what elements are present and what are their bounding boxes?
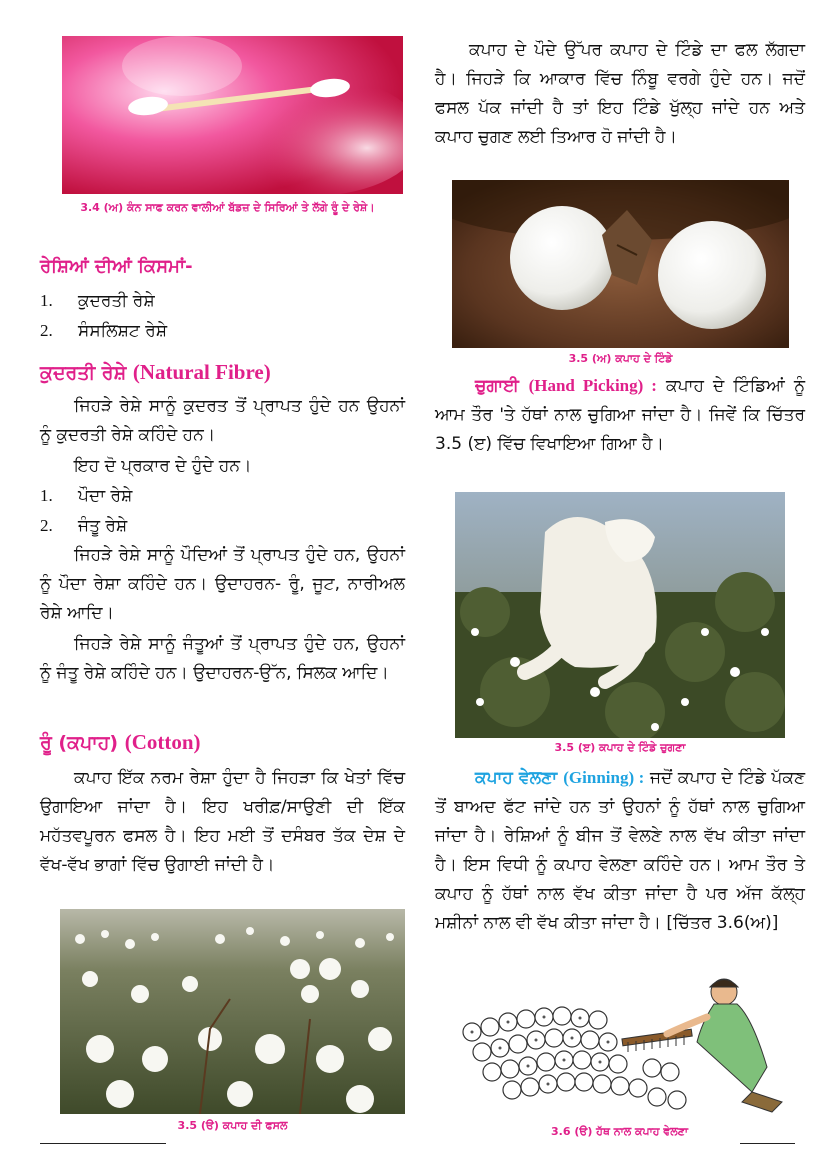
ginning-paragraph: ਕਪਾਹ ਵੇਲਣਾ (Ginning) : ਜਦੋਂ ਕਪਾਹ ਦੇ ਟਿੰਡੇ ਪੱਕਣ ਤੋਂ ਬਾਅਦ ਫੱਟ ਜਾਂਦੇ ਹਨ ਤਾਂ ਉਹਨਾਂ ਨੂੰ ਹੱਥਾਂ ਨਾਲ ਚੁਗਿਆ ਜਾਂਦਾ ਹੈ। ਰੇਸ਼ਿਆਂ ਨੂੰ ਬੀਜ ਤੋਂ ਵੇਲਣੇ ਨਾਲ ਵੱਖ ਕੀਤਾ ਜਾਂਦਾ ਹੈ। ਇਸ ਵਿਧੀ ਨੂੰ ਕਪਾਹ ਵੇਲਣਾ ਕਹਿੰਦੇ ਹਨ। ਆਮ ਤੌਰ ਤੇ ਕਪਾਹ ਨੂੰ ਹੱਥਾਂ ਨਾਲ ਵੱਖ ਕੀਤਾ ਜਾਂਦਾ ਹੈ ਪਰ ਅੱਜ ਕੱਲ੍ਹ ਮਸ਼ੀਨਾਂ ਨਾਲ ਵੀ ਵੱਖ ਕੀਤਾ ਜਾਂਦਾ ਹੈ। [ਚਿੱਤਰ 3.6(ਅ)] [435,768,806,933]
hand-picking-heading: ਚੁਗਾਈ (Hand Picking) : [475,376,657,396]
list-item: 1. ਕੁਦਰਤੀ ਰੇਸ਼ੇ [40,291,155,311]
figure-caption-hand-ginning: 3.6 (ੳ) ਹੱਥ ਨਾਲ ਕਪਾਹ ਵੇਲਣਾ [551,1125,688,1138]
figure-caption-cotton-field: 3.5 (ੳ) ਕਪਾਹ ਦੀ ਫਸਲ [177,1119,288,1132]
natural-fibre-paragraph: ਜਿਹੜੇ ਰੇਸ਼ੇ ਸਾਨੂੰ ਕੁਦਰਤ ਤੋਂ ਪ੍ਰਾਪਤ ਹੁੰਦੇ ਹਨ ਉਹਨਾਂ ਨੂੰ ਕੁਦਰਤੀ ਰੇਸ਼ੇ ਕਹਿੰਦੇ ਹਨ। [40,396,405,445]
cotton-field-photo [60,909,405,1114]
hand-picking-photo [455,492,785,738]
two-types-text: ਇਹ ਦੋ ਪ੍ਰਕਾਰ ਦੇ ਹੁੰਦੇ ਹਨ। [74,456,252,476]
list-item: 1. ਪੌਦਾ ਰੇਸ਼ੇ [40,486,133,506]
footnote-rule-left [40,1143,166,1144]
hand-picking-paragraph: ਚੁਗਾਈ (Hand Picking) : ਕਪਾਹ ਦੇ ਟਿੰਡਿਆਂ ਨੂੰ ਆਮ ਤੌਰ 'ਤੇ ਹੱਥਾਂ ਨਾਲ ਚੁਗਿਆ ਜਾਂਦਾ ਹੈ। ਜਿਵੇਂ ਕਿ ਚਿੱਤਰ 3.5 (ੲ) ਵਿੱਚ ਵਿਖਾਇਆ ਗਿਆ ਹੈ। [435,376,806,454]
footnote-rule-right [740,1143,795,1144]
ear-buds-photo [62,36,403,194]
cotton-paragraph: ਕਪਾਹ ਇੱਕ ਨਰਮ ਰੇਸ਼ਾ ਹੁੰਦਾ ਹੈ ਜਿਹੜਾ ਕਿ ਖੇਤਾਂ ਵਿੱਚ ਉਗਾਇਆ ਜਾਂਦਾ ਹੈ। ਇਹ ਖਰੀਫ਼/ਸਾਉਣੀ ਦੀ ਇੱਕ ਮਹੱਤਵਪੂਰਨ ਫਸਲ ਹੈ। ਇਹ ਮਈ ਤੋਂ ਦਸੰਬਰ ਤੱਕ ਦੇਸ਼ ਦੇ ਵੱਖ-ਵੱਖ ਭਾਗਾਂ ਵਿੱਚ ਉਗਾਈ ਜਾਂਦੀ ਹੈ। [40,768,405,875]
natural-types-list [40,481,420,541]
natural-fibre-heading: ਕੁਦਰਤੀ ਰੇਸ਼ੇ (Natural Fibre) [40,360,271,384]
plant-fibre-paragraph: ਜਿਹੜੇ ਰੇਸ਼ੇ ਸਾਨੂੰ ਪੌਦਿਆਂ ਤੋਂ ਪ੍ਰਾਪਤ ਹੁੰਦੇ ਹਨ, ਉਹਨਾਂ ਨੂੰ ਪੌਦਾ ਰੇਸ਼ਾ ਕਹਿੰਦੇ ਹਨ। ਉਦਾਹਰਨ- ਰੂੰ, ਜੂਟ, ਨਾਰੀਅਲ ਰੇਸ਼ੇ ਆਦਿ। [40,545,405,623]
ginning-heading: ਕਪਾਹ ਵੇਲਣਾ (Ginning) : [475,768,645,788]
hand-ginning-illustration [452,972,787,1122]
cotton-boll-paragraph: ਕਪਾਹ ਦੇ ਪੌਦੇ ਉੱਪਰ ਕਪਾਹ ਦੇ ਟਿੰਡੇ ਦਾ ਫਲ ਲੱਗਦਾ ਹੈ। ਜਿਹੜੇ ਕਿ ਆਕਾਰ ਵਿੱਚ ਨਿੰਬੂ ਵਰਗੇ ਹੁੰਦੇ ਹਨ। ਜਦੋਂ ਫਸਲ ਪੱਕ ਜਾਂਦੀ ਹੈ ਤਾਂ ਇਹ ਟਿੰਡੇ ਖੁੱਲ੍ਹ ਜਾਂਦੇ ਹਨ ਅਤੇ ਕਪਾਹ ਚੁਗਣ ਲਈ ਤਿਆਰ ਹੋ ਜਾਂਦੀ ਹੈ। [435,40,805,147]
figure-caption-hand-picking: 3.5 (ੲ) ਕਪਾਹ ਦੇ ਟਿੰਡੇ ਚੁਗਣਾ [554,741,686,754]
list-item: 2. ਸੰਸਲਿਸ਼ਟ ਰੇਸ਼ੇ [40,321,168,341]
figure-caption-ear-buds: 3.4 (ਅ) ਕੰਨ ਸਾਫ ਕਰਨ ਵਾਲੀਆਂ ਬੱਡਜ਼ ਦੇ ਸਿਰਿਆਂ ਤੇ ਲੱਗੇ ਰੂੰ ਦੇ ਰੇਸ਼ੇ। [80,201,375,214]
figure-caption-cotton-bolls: 3.5 (ਅ) ਕਪਾਹ ਦੇ ਟਿੰਡੇ [568,352,673,365]
animal-fibre-paragraph: ਜਿਹੜੇ ਰੇਸ਼ੇ ਸਾਨੂੰ ਜੰਤੂਆਂ ਤੋਂ ਪ੍ਰਾਪਤ ਹੁੰਦੇ ਹਨ, ਉਹਨਾਂ ਨੂੰ ਜੰਤੂ ਰੇਸ਼ੇ ਕਹਿੰਦੇ ਹਨ। ਉਦਾਹਰਨ-ਉੱਨ, ਸਿਲਕ ਆਦਿ। [40,634,405,683]
cotton-bolls-photo [452,180,789,348]
fibre-types-list [40,286,420,346]
fibre-types-heading: ਰੇਸ਼ਿਆਂ ਦੀਆਂ ਕਿਸਮਾਂ- [40,256,193,277]
cotton-heading: ਰੂੰ (ਕਪਾਹ) (Cotton) [40,730,201,754]
list-item: 2. ਜੰਤੂ ਰੇਸ਼ੇ [40,516,128,536]
